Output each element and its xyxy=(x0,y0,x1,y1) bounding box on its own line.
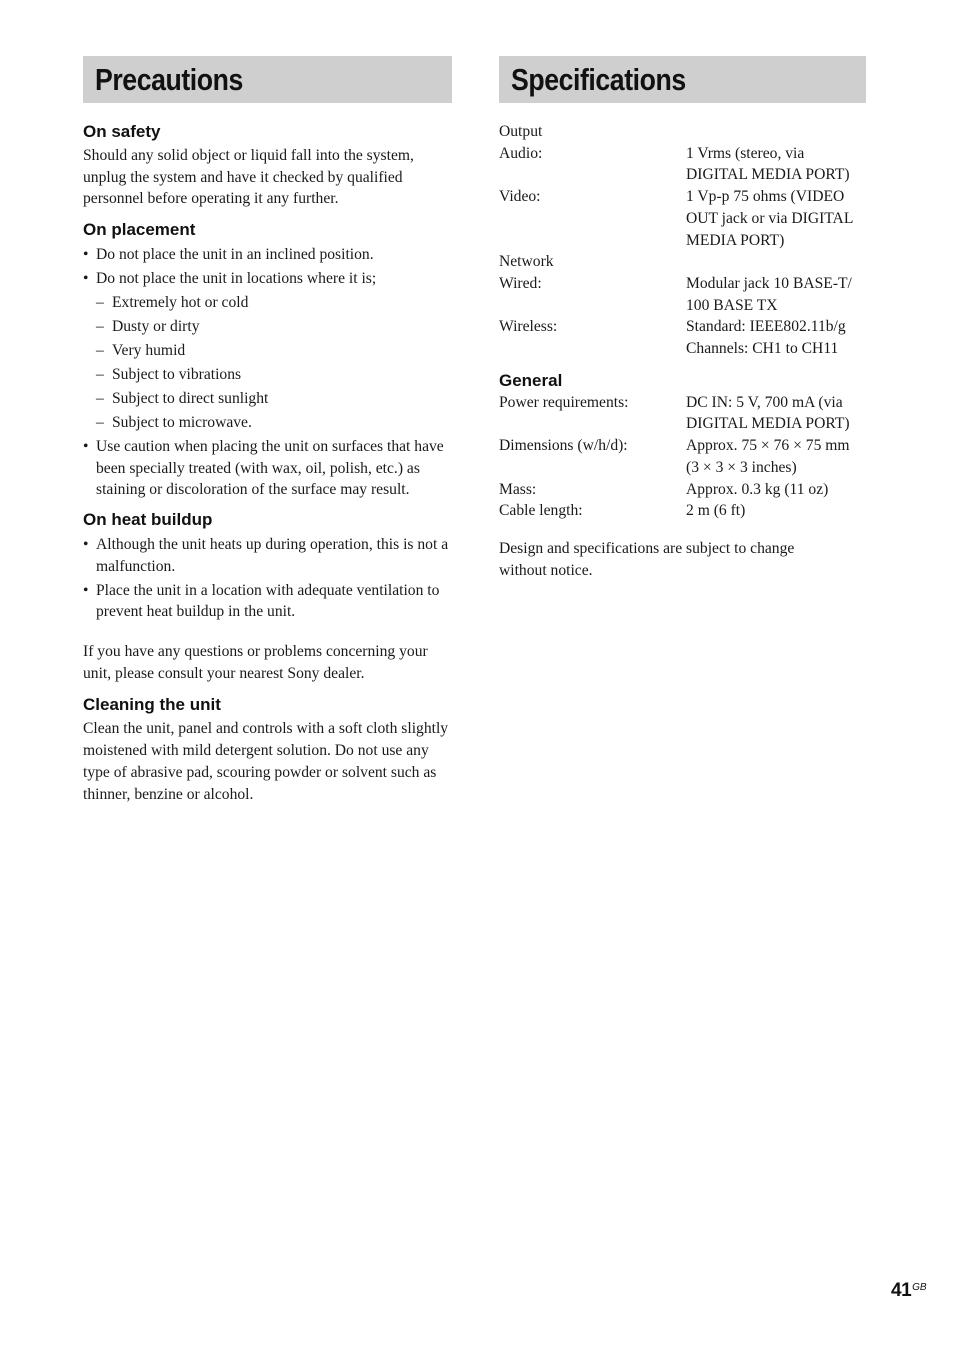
network-heading: Network xyxy=(499,253,554,271)
output-heading: Output xyxy=(499,123,543,140)
list-item-text: Do not place the unit in locations where it is; xyxy=(96,270,377,288)
list-item xyxy=(83,268,452,433)
cleaning-text: Clean the unit, panel and controls with a soft cloth slightly moistened with mild detergent solution. Do not use any type of abrasive pad, scouring powder or solvent such as thinner, benzine or alcohol. xyxy=(83,720,449,803)
spec-label: Power requirements: xyxy=(499,393,629,411)
spec-label: Mass: xyxy=(499,480,537,498)
spec-value: 2 m (6 ft) xyxy=(686,502,746,520)
spec-row-mass xyxy=(499,479,866,501)
spec-value: Approx. 0.3 kg (11 oz) xyxy=(686,480,829,498)
list-item: – Extremely hot or cold xyxy=(96,292,452,314)
general-heading: General xyxy=(499,370,563,390)
spec-row-wireless xyxy=(499,316,866,359)
spec-label: Video: xyxy=(499,188,541,206)
spec-row-video xyxy=(499,186,866,251)
list-item: • Place the unit in a location with adequate ventilation to prevent heat buildup in the unit. xyxy=(83,580,452,623)
spec-label: Wired: xyxy=(499,274,542,292)
specifications-banner xyxy=(499,56,866,103)
location-sublist xyxy=(96,292,452,434)
spec-value: Standard: IEEE802.11b/g Channels: CH1 to CH11 xyxy=(686,318,846,358)
spec-row-power xyxy=(499,392,866,435)
specifications-column xyxy=(499,56,866,581)
spec-row-dimensions xyxy=(499,435,866,478)
precautions-title: Precautions xyxy=(95,61,243,97)
heat-list xyxy=(83,534,452,623)
on-safety-text: Should any solid object or liquid fall into the system, unplug the system and have it checked by qualified personnel before operating it any further. xyxy=(83,147,414,208)
questions-text: If you have any questions or problems concerning your unit, please consult your nearest Sony dealer. xyxy=(83,643,428,682)
spec-value: 1 Vrms (stereo, via DIGITAL MEDIA PORT) xyxy=(686,144,850,184)
spec-value: Modular jack 10 BASE-T/ 100 BASE TX xyxy=(686,274,852,314)
spec-label: Cable length: xyxy=(499,502,583,520)
list-item: – Subject to microwave. xyxy=(96,412,452,434)
page-number-suffix: GB xyxy=(912,1282,927,1293)
page-number xyxy=(891,1280,927,1302)
spec-value: Approx. 75 × 76 × 75 mm (3 × 3 × 3 inches) xyxy=(686,437,850,476)
list-item: – Subject to direct sunlight xyxy=(96,388,452,410)
notice-text: Design and specifications are subject to change without notice. xyxy=(499,539,795,579)
list-item: – Subject to vibrations xyxy=(96,364,452,386)
placement-list xyxy=(83,244,452,501)
spec-label: Audio: xyxy=(499,144,543,162)
on-heat-buildup-heading: On heat buildup xyxy=(83,509,213,529)
precautions-banner xyxy=(83,56,452,103)
list-item: – Very humid xyxy=(96,340,452,362)
spec-row-audio xyxy=(499,143,866,186)
list-item: • Use caution when placing the unit on surfaces that have been specially treated (with wax, oil, polish, etc.) as staining or discoloration of the surface may result. xyxy=(83,436,452,501)
spec-label: Wireless: xyxy=(499,318,558,336)
page-number-value: 41 xyxy=(891,1280,912,1301)
cleaning-heading: Cleaning the unit xyxy=(83,695,221,715)
list-item: – Dusty or dirty xyxy=(96,316,452,338)
spec-value: DC IN: 5 V, 700 mA (via DIGITAL MEDIA PORT) xyxy=(686,393,850,433)
list-item: • Although the unit heats up during operation, this is not a malfunction. xyxy=(83,534,452,577)
spec-label: Dimensions (w/h/d): xyxy=(499,437,628,455)
precautions-column xyxy=(83,56,452,805)
on-placement-heading: On placement xyxy=(83,220,196,240)
spec-row-wired xyxy=(499,273,866,316)
specifications-title: Specifications xyxy=(511,61,686,97)
on-safety-heading: On safety xyxy=(83,122,161,141)
spec-value: 1 Vp-p 75 ohms (VIDEO OUT jack or via DIGITAL MEDIA PORT) xyxy=(686,188,853,249)
list-item: • Do not place the unit in an inclined position. xyxy=(83,244,452,266)
spec-row-cable-length xyxy=(499,500,866,522)
